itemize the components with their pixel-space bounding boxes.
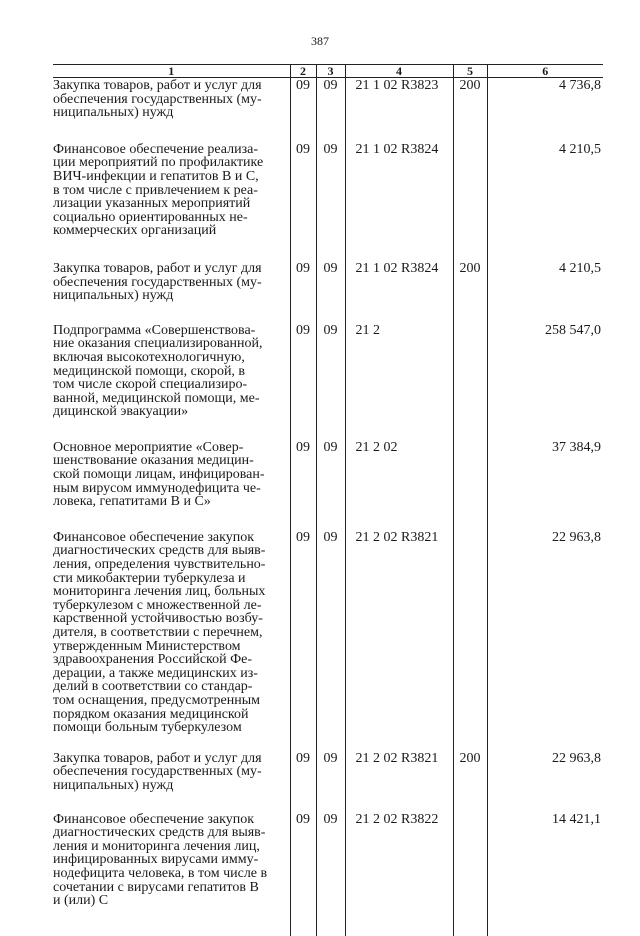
row-description: Финансовое обеспечение реализа- ции мероприятий по профилактике ВИЧ-инфекции и гепатитов В и С, в том числе с привлечением к реа- лизации указанных мероприятий социально ориентированных не- коммерческих организаций <box>53 141 264 239</box>
table-row <box>53 751 603 812</box>
table-row <box>53 142 603 261</box>
header-col-3: 3 <box>316 65 345 78</box>
row-target-code: 21 1 02 R3824 <box>345 261 453 323</box>
row-section: 09 <box>290 78 316 142</box>
row-amount: 14 421,1 <box>487 812 603 936</box>
row-expense-type <box>453 142 487 261</box>
row-expense-type <box>453 812 487 936</box>
page-number: 387 <box>311 34 329 48</box>
row-description-cell <box>53 78 290 142</box>
row-section: 09 <box>290 261 316 323</box>
header-col-5: 5 <box>453 65 487 78</box>
row-description-cell <box>53 261 290 323</box>
row-expense-type: 200 <box>453 751 487 812</box>
table-row <box>53 261 603 323</box>
row-amount: 4 736,8 <box>487 78 603 142</box>
row-amount: 4 210,5 <box>487 142 603 261</box>
row-description-cell <box>53 751 290 812</box>
row-amount: 37 384,9 <box>487 440 603 530</box>
row-expense-type <box>453 440 487 530</box>
row-amount: 4 210,5 <box>487 261 603 323</box>
row-expense-type <box>453 323 487 440</box>
row-amount: 22 963,8 <box>487 751 603 812</box>
table-row <box>53 78 603 142</box>
header-col-4: 4 <box>345 65 453 78</box>
row-subsection: 09 <box>316 142 345 261</box>
row-target-code: 21 1 02 R3824 <box>345 142 453 261</box>
row-target-code: 21 2 02 <box>345 440 453 530</box>
row-section: 09 <box>290 142 316 261</box>
row-expense-type: 200 <box>453 261 487 323</box>
row-section: 09 <box>290 751 316 812</box>
row-expense-type: 200 <box>453 78 487 142</box>
row-section: 09 <box>290 530 316 751</box>
row-subsection: 09 <box>316 812 345 936</box>
row-description-cell <box>53 440 290 530</box>
row-subsection: 09 <box>316 530 345 751</box>
row-description-cell <box>53 142 290 261</box>
header-col-1: 1 <box>53 65 290 78</box>
row-target-code: 21 2 02 R3821 <box>345 751 453 812</box>
table-row <box>53 323 603 440</box>
row-subsection: 09 <box>316 261 345 323</box>
row-subsection: 09 <box>316 323 345 440</box>
row-description: Финансовое обеспечение закупок диагностических средств для выяв- ления, определения чувствительно- сти микобактерии туберкулеза и мониторинга лечения лиц, больных туберкулезом с множественной ле- карственной устойчивостью возбу- дителя, в соответствии с перечнем, утвержденным Министерством здравоохранения Российской Фе- дерации, а также медицинских из- делий в соответствии со стандар- том оснащения, предусмотренным порядком оказания медицинской помощи больным туберкулезом <box>53 529 266 736</box>
row-subsection: 09 <box>316 751 345 812</box>
row-description-cell <box>53 530 290 751</box>
row-description: Финансовое обеспечение закупок диагностических средств для выяв- ления и мониторинга лечения лиц, инфицированных вирусами имму- нодефицита человека, в том числе в сочетании с вирусами гепатитов В и (или) С <box>53 811 268 909</box>
table-row <box>53 530 603 751</box>
row-target-code: 21 1 02 R3823 <box>345 78 453 142</box>
header-col-6: 6 <box>487 65 603 78</box>
table-row <box>53 812 603 936</box>
row-section: 09 <box>290 812 316 936</box>
row-description: Закупка товаров, работ и услуг для обеспечения государственных (му- ниципальных) нужд <box>53 260 262 304</box>
row-description: Подпрограмма «Совершенствова- ние оказания специализированной, включая высокотехнологичную, медицинской помощи, скорой, в том числе скорой специализиро- ванной, медицинской помощи, ме- дицинской эвакуации» <box>53 322 263 420</box>
row-description-cell <box>53 323 290 440</box>
table-row <box>53 440 603 530</box>
row-description: Закупка товаров, работ и услуг для обеспечения государственных (му- ниципальных) нужд <box>53 78 262 121</box>
row-description: Основное мероприятие «Совер- шенствование оказания медицин- ской помощи лицам, инфицирован- ным вирусом иммунодефицита че- ловека, гепатитами В и С» <box>53 439 265 510</box>
row-target-code: 21 2 <box>345 323 453 440</box>
row-target-code: 21 2 02 R3822 <box>345 812 453 936</box>
row-subsection: 09 <box>316 78 345 142</box>
row-amount: 258 547,0 <box>487 323 603 440</box>
table-header-row <box>53 65 603 78</box>
row-description-cell <box>53 812 290 936</box>
row-expense-type <box>453 530 487 751</box>
header-col-2: 2 <box>290 65 316 78</box>
row-section: 09 <box>290 323 316 440</box>
row-description: Закупка товаров, работ и услуг для обеспечения государственных (му- ниципальных) нужд <box>53 750 262 793</box>
row-section: 09 <box>290 440 316 530</box>
row-amount: 22 963,8 <box>487 530 603 751</box>
budget-table <box>53 64 603 936</box>
row-subsection: 09 <box>316 440 345 530</box>
row-target-code: 21 2 02 R3821 <box>345 530 453 751</box>
